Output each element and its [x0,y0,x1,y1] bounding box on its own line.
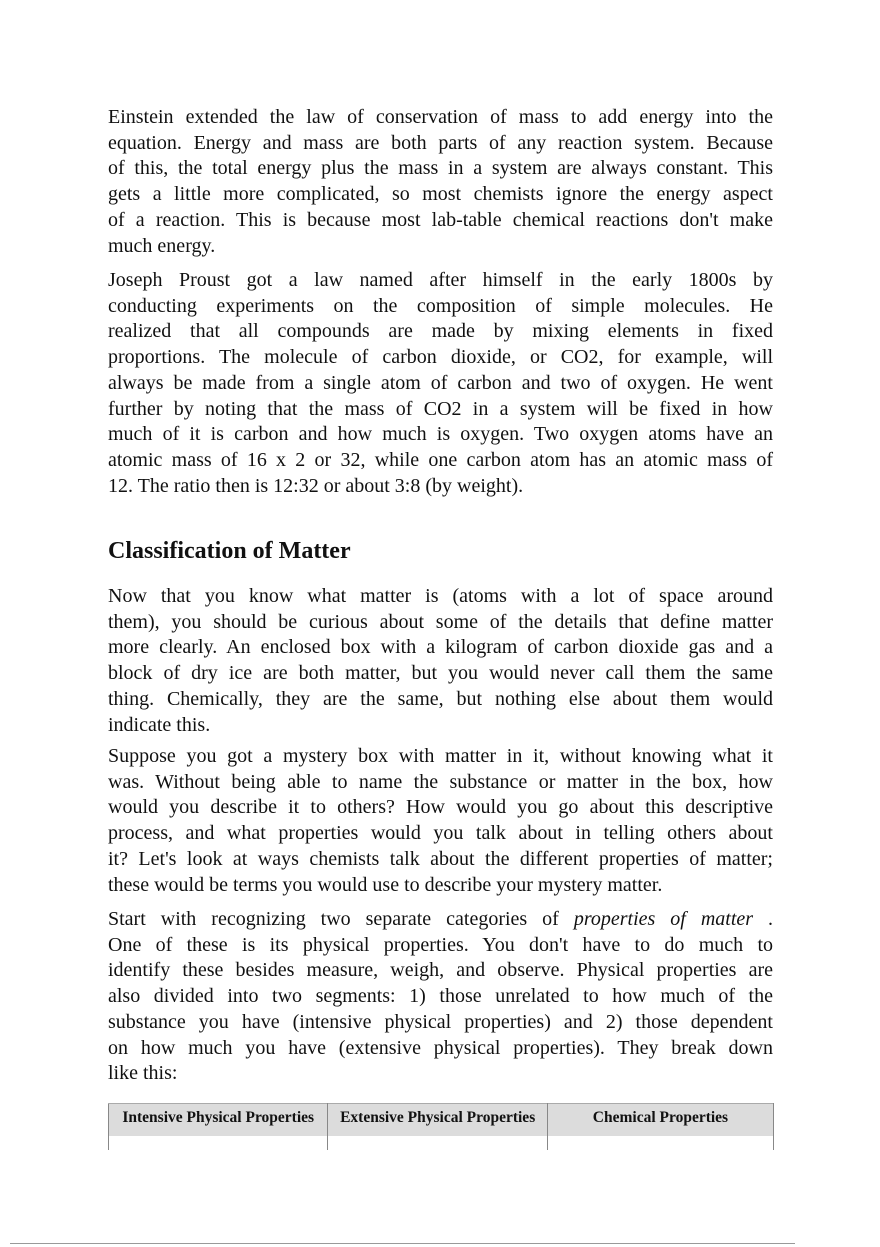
header-intensive: Intensive Physical Properties [109,1104,328,1137]
text-line: much of it is carbon and how much is oxygen. Two oxygen atoms have an [108,423,773,446]
text-line: conducting experiments on the composition of simple molecules. He [108,294,773,317]
text-line: block of dry ice are both matter, but you would never call them the same [108,662,773,685]
text-line: was. Without being able to name the substance or matter in the box, how [108,770,773,793]
text-line: Start with recognizing two separate categories of properties of matter . [108,908,774,930]
text-line: indicate this. [108,713,211,736]
text-line: Joseph Proust got a law named after himself in the early 1800s by [108,269,773,291]
text-line: on how much you have (extensive physical properties). They break down [108,1036,773,1059]
text-line: identify these besides measure, weigh, and observe. Physical properties are [108,959,773,982]
text-line: would you describe it to others? How would you go about this descriptive [108,796,773,819]
text-line: of this, the total energy plus the mass in a system are always constant. This [108,157,773,180]
text-line: substance you have (intensive physical properties) and 2) those dependent [108,1010,773,1033]
text-line: realized that all compounds are made by mixing elements in fixed [108,320,773,343]
paragraph-proust [108,268,773,499]
header-chemical: Chemical Properties [547,1104,773,1137]
table-row [109,1136,774,1150]
text-line: gets a little more complicated, so most chemists ignore the energy aspect [108,183,773,206]
text-line: Suppose you got a mystery box with matter in it, without knowing what it [108,745,773,767]
text-line: also divided into two segments: 1) those unrelated to how much of the [108,985,773,1008]
text-line: much energy. [108,234,216,257]
text-line: equation. Energy and mass are both parts of any reaction system. Because [108,131,773,154]
text-line: 12. The ratio then is 12:32 or about 3:8 (by weight). [108,474,524,497]
text-line: further by noting that the mass of CO2 in a system will be fixed in how [108,397,773,420]
text-line: always be made from a single atom of carbon and two of oxygen. He went [108,371,773,394]
text-line: these would be terms you would use to describe your mystery matter. [108,873,663,896]
text-line: Einstein extended the law of conservation of mass to add energy into the [108,106,773,128]
text-line: of a reaction. This is because most lab-table chemical reactions don't make [108,208,773,231]
header-extensive: Extensive Physical Properties [328,1104,547,1137]
paragraph-matter-intro [108,584,773,738]
text-line: like this: [108,1062,178,1085]
text-line: Now that you know what matter is (atoms with a lot of space around [108,585,773,607]
properties-table [108,1103,774,1150]
footer-rule [10,1243,795,1244]
paragraph-einstein [108,105,773,259]
text-line: it? Let's look at ways chemists talk about the different properties of matter; [108,847,773,870]
paragraph-properties [108,907,773,1087]
text-line: proportions. The molecule of carbon dioxide, or CO2, for example, will [108,346,773,369]
text-line: thing. Chemically, they are the same, but nothing else about them would [108,687,773,710]
text-line: One of these is its physical properties. You don't have to do much to [108,933,773,956]
table-header-row [109,1104,774,1137]
text-line: them), you should be curious about some of the details that define matter [108,610,773,633]
text-line: process, and what properties would you talk about in telling others about [108,822,773,845]
text-line: atomic mass of 16 x 2 or 32, while one carbon atom has an atomic mass of [108,448,773,471]
section-heading: Classification of Matter [108,538,351,564]
paragraph-mystery-box [108,744,773,898]
text-line: more clearly. An enclosed box with a kilogram of carbon dioxide gas and a [108,636,773,659]
